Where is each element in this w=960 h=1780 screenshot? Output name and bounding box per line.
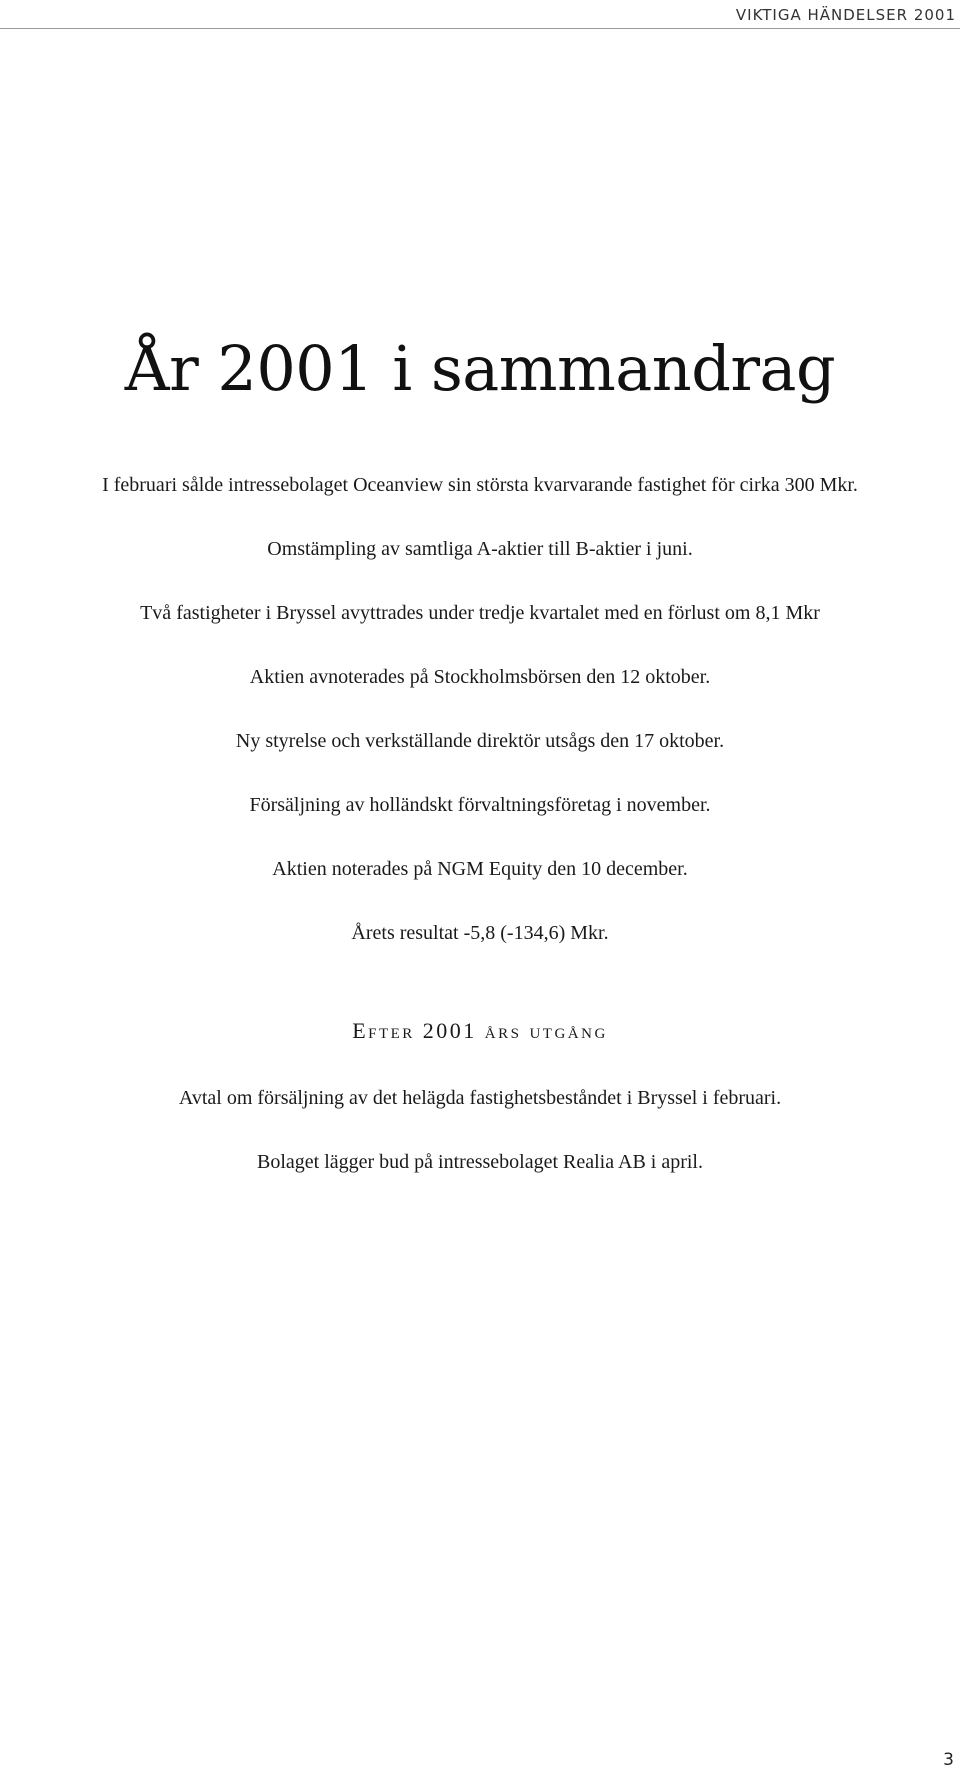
event-item: Aktien noterades på NGM Equity den 10 december.: [272, 858, 688, 880]
after-year-list: [0, 1083, 960, 1211]
running-header: VIKTIGA HÄNDELSER 2001: [735, 6, 956, 24]
event-item: Ny styrelse och verkställande direktör utsågs den 17 oktober.: [235, 730, 725, 752]
section-heading-after-year: Efter 2001 års utgång: [352, 1018, 608, 1043]
event-item: Aktien avnoterades på Stockholmsbörsen den 12 oktober.: [249, 666, 711, 688]
after-year-item: Avtal om försäljning av det helägda fastighetsbeståndet i Bryssel i februari.: [178, 1087, 782, 1109]
events-list: [0, 470, 960, 982]
page-number: 3: [943, 1750, 954, 1770]
page-title: År 2001 i sammandrag: [124, 332, 836, 405]
event-item: I februari sålde intressebolaget Oceanview sin största kvarvarande fastighet för cirka 300 Mkr.: [102, 474, 858, 496]
event-item: Två fastigheter i Bryssel avyttrades under tredje kvartalet med en förlust om 8,1 Mkr: [140, 602, 820, 624]
event-item: Omstämpling av samtliga A-aktier till B-aktier i juni.: [267, 538, 693, 560]
after-year-item: Bolaget lägger bud på intressebolaget Realia AB i april.: [257, 1151, 703, 1173]
event-item: Årets resultat -5,8 (-134,6) Mkr.: [351, 922, 609, 944]
event-item: Försäljning av holländskt förvaltningsföretag i november.: [249, 794, 711, 816]
header-divider: [0, 28, 960, 29]
